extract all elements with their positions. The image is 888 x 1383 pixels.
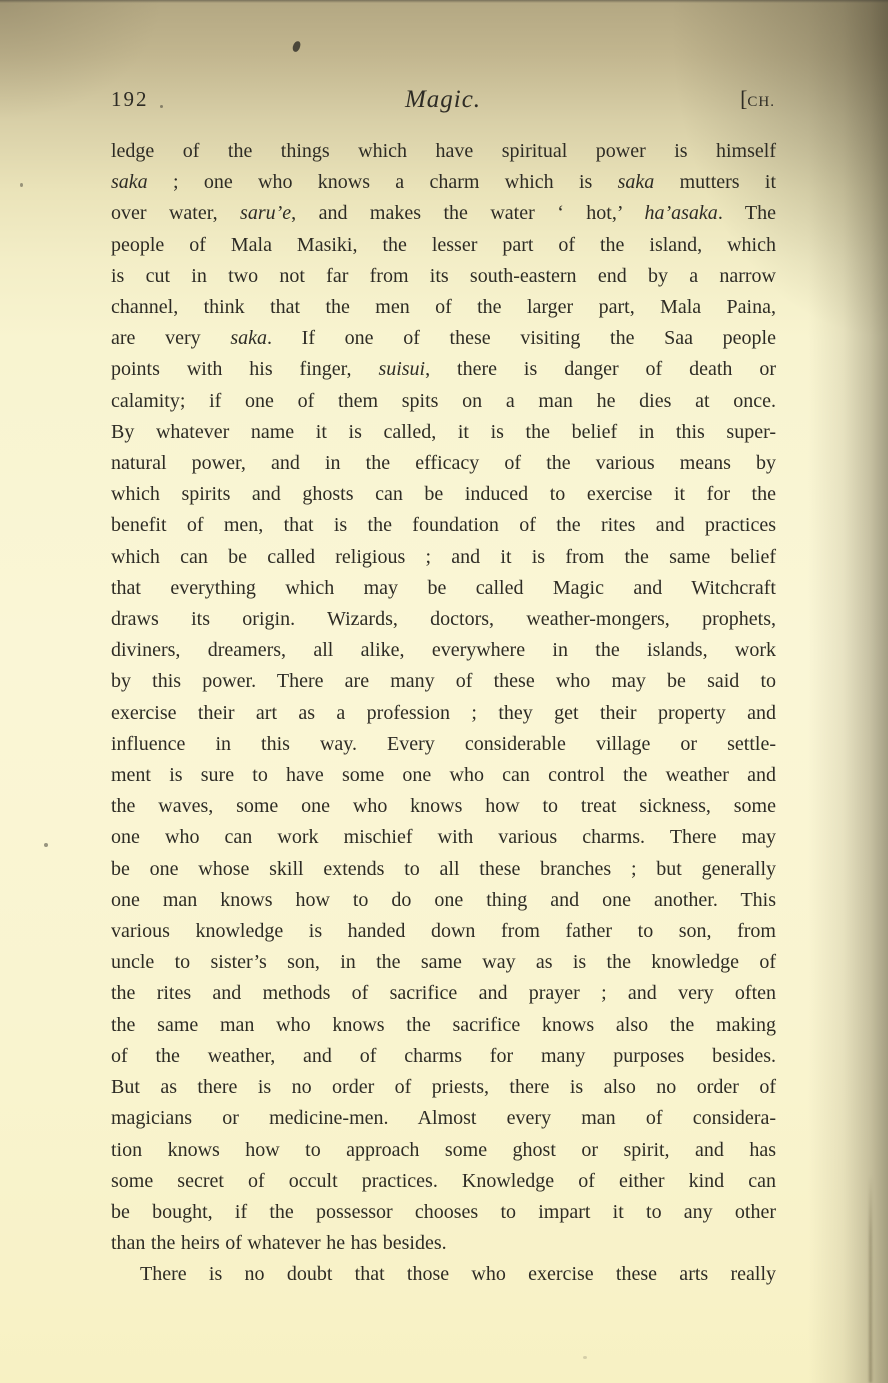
ink-speck [583,1356,587,1359]
page-number: 192 [111,87,149,111]
text-line [111,916,776,947]
text-segment: exercise their art as a profession ; they get their property and [111,701,776,724]
text-segment: natural power, and in the efficacy of the various means by [111,452,776,475]
page-edge-shadow [869,1175,872,1383]
text-line [111,978,776,1009]
text-segment: are very [111,327,231,350]
text-segment: ; one who knows a charm which is [147,171,618,194]
text-line [111,1197,776,1228]
text-line [111,292,776,323]
text-segment: the rites and methods of sacrifice and prayer ; and very often [111,982,776,1005]
text-segment: tion knows how to approach some ghost or spirit, and has [111,1138,776,1161]
italic-term: saka [617,171,655,194]
text-line [111,510,776,541]
text-segment: the same man who knows the sacrifice knows also the making [111,1013,776,1036]
text-line [111,760,776,791]
text-line [111,822,776,853]
text-segment: . The [717,202,776,225]
text-line [111,448,776,479]
text-line [111,386,776,417]
text-segment: is cut in two not far from its south-eastern end by a narrow [111,264,776,287]
text-segment: which spirits and ghosts can be induced to exercise it for the [111,483,776,506]
text-segment: calamity; if one of them spits on a man he dies at once. [111,389,776,412]
chapter-bracket: [ [740,86,748,111]
text-segment: mutters it [654,171,776,194]
text-line [111,1103,776,1134]
text-line [111,791,776,822]
text-line [111,885,776,916]
ink-speck [44,843,48,847]
text-segment: channel, think that the men of the larger part, Mala Paina, [111,296,776,319]
text-line [111,417,776,448]
text-segment: various knowledge is handed down from father to son, from [111,920,776,943]
text-segment: draws its origin. Wizards, doctors, weather-mongers, prophets, [111,608,776,631]
text-line [111,1135,776,1166]
text-line [111,323,776,354]
text-segment: , there is danger of death or [425,358,777,381]
ink-blot [292,40,301,52]
text-line [111,136,776,167]
text-line [111,230,776,261]
text-segment: people of Mala Masiki, the lesser part of the island, which [111,233,776,256]
text-segment: , and makes the water ‘ hot,’ [291,202,645,225]
text-line [111,198,776,229]
text-line [111,1228,776,1259]
running-header [111,86,775,112]
text-segment: be bought, if the possessor chooses to impart it to any other [111,1200,776,1223]
text-line [111,947,776,978]
text-line [111,261,776,292]
text-segment: one who can work mischief with various charms. There may [111,826,776,849]
text-segment: of the weather, and of charms for many purposes besides. [111,1044,776,1067]
text-segment: There is no doubt that those who exercise these arts really [140,1263,776,1286]
text-line [111,698,776,729]
text-line [111,1041,776,1072]
italic-term: saka [111,171,148,194]
text-line [111,854,776,885]
text-segment: benefit of men, that is the foundation of the rites and practices [111,514,776,537]
text-segment: diviners, dreamers, all alike, everywhere in the islands, work [111,639,776,662]
text-segment: ledge of the things which have spiritual power is himself [111,140,776,162]
text-segment: But as there is no order of priests, there is also no order of [111,1076,776,1099]
text-line [111,1072,776,1103]
italic-term: saka [230,327,267,350]
running-title: Magic. [404,86,482,113]
text-segment: than the heirs of whatever he has besides. [111,1232,447,1255]
text-line [111,1166,776,1197]
text-line [111,729,776,760]
text-line [111,167,776,198]
text-segment: one man knows how to do one thing and one another. This [111,888,776,911]
italic-term: ha’asaka [644,202,718,225]
text-segment: uncle to sister’s son, in the same way as is the knowledge of [111,951,776,974]
text-line [111,604,776,635]
text-line [111,666,776,697]
text-segment: . If one of these visiting the Saa people [266,327,776,350]
text-segment: By whatever name it is called, it is the belief in this super- [111,420,776,443]
text-segment: points with his finger, [111,358,379,381]
text-segment: some secret of occult practices. Knowledge of either kind can [111,1169,776,1192]
italic-term: suisui [378,358,426,381]
ink-speck [20,183,23,187]
chapter-label: CH. [747,94,775,110]
text-segment: which can be called religious ; and it is from the same belief [111,545,776,568]
text-segment: be one whose skill extends to all these branches ; but generally [111,857,776,880]
chapter-mark [740,86,775,112]
italic-term: saru’e [240,202,292,225]
text-line [111,1259,776,1290]
text-line [111,354,776,385]
text-segment: magicians or medicine-men. Almost every man of considera- [111,1107,776,1130]
text-line [111,635,776,666]
text-segment: the waves, some one who knows how to treat sickness, some [111,795,776,818]
text-segment: that everything which may be called Magic and Witchcraft [111,576,776,599]
text-segment: over water, [111,202,241,225]
page-text [111,136,776,1291]
text-segment: influence in this way. Every considerable village or settle- [111,732,776,755]
text-line [111,1010,776,1041]
text-line [111,479,776,510]
text-segment: ment is sure to have some one who can control the weather and [111,764,776,787]
text-line [111,542,776,573]
text-line [111,573,776,604]
text-segment: by this power. There are many of these who may be said to [111,670,776,693]
